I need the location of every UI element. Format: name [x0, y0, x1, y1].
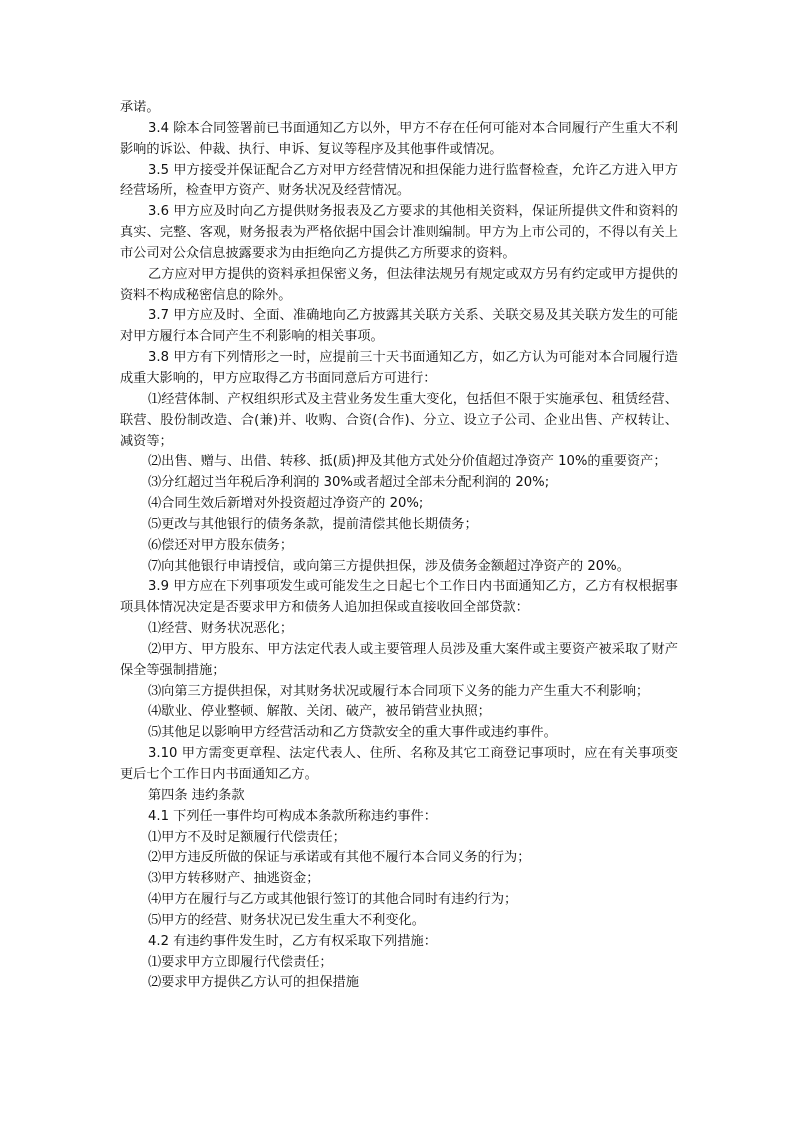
clause-3-8-item-3: ⑶分红超过当年税后净利润的 30%或者超过全部未分配利润的 20%;: [148, 475, 550, 491]
clause-3-6: 3.6 甲方应及时向乙方提供财务报表及乙方要求的其他相关资料，保证所提供文件和资料的真实、完整、客观，财务报表为严格依据中国会计准则编制。甲方为上市公司的，不得以有关上市公司对公众信息披露要求为由拒绝向乙方提供乙方所要求的资料。: [120, 204, 678, 261]
clause-3-9-item-3: ⑶向第三方提供担保，对其财务状况或履行本合同项下义务的能力产生重大不利影响；: [148, 683, 650, 699]
clause-3-5: 3.5 甲方接受并保证配合乙方对甲方经营情况和担保能力进行监督检查，允许乙方进入甲方经营场所，检查甲方资产、财务状况及经营情况。: [120, 162, 678, 199]
section-heading-article-4: 第四条 违约条款: [148, 787, 245, 803]
clause-4-1-item-1: ⑴甲方不及时足额履行代偿责任；: [148, 829, 346, 845]
clause-3-8-item-5: ⑸更改与其他银行的债务条款，提前清偿其他长期债务；: [148, 516, 478, 532]
clause-3-7: 3.7 甲方应及时、全面、准确地向乙方披露其关联方关系、关联交易及其关联方发生的可能对甲方履行本合同产生不利影响的相关事项。: [120, 308, 678, 345]
paragraph-continuation: 承诺。: [120, 100, 160, 115]
clause-3-9-item-2: ⑵甲方、甲方股东、甲方法定代表人或主要管理人员涉及重大案件或主要资产被采取了财产保全等强制措施；: [120, 641, 678, 678]
clause-4-1: 4.1 下列任一事件均可构成本条款所称违约事件：: [148, 808, 437, 824]
clause-3-10: 3.10 甲方需变更章程、法定代表人、住所、名称及其它工商登记事项时，应在有关事项变更后七个工作日内书面通知乙方。: [120, 746, 678, 782]
clause-3-8: 3.8 甲方有下列情形之一时，应提前三十天书面通知乙方，如乙方认为可能对本合同履行造成重大影响的，甲方应取得乙方书面同意后方可进行：: [120, 350, 678, 386]
clause-3-9-item-4: ⑷歇业、停业整顿、解散、关闭、破产，被吊销营业执照；: [148, 704, 491, 720]
clause-3-8-item-7: ⑺向其他银行申请授信，或向第三方提供担保，涉及债务金额超过净资产的 20%。: [148, 558, 630, 574]
clause-4-1-item-5: ⑸甲方的经营、财务状况已发生重大不利变化。: [148, 912, 425, 928]
clause-3-9: 3.9 甲方应在下列事项发生或可能发生之日起七个工作日内书面通知乙方，乙方有权根据事项具体情况决定是否要求甲方和债务人追加担保或直接收回全部贷款：: [120, 579, 678, 616]
clause-3-9-item-1: ⑴经营、财务状况恶化；: [148, 621, 294, 637]
clause-3-8-item-6: ⑹偿还对甲方股东债务；: [148, 537, 294, 553]
confidentiality-paragraph: 乙方应对甲方提供的资料承担保密义务，但法律法规另有规定或双方另有约定或甲方提供的资料不构成秘密信息的除外。: [120, 266, 678, 303]
clause-3-9-item-5: ⑸其他足以影响甲方经营活动和乙方贷款安全的重大事件或违约事件。: [148, 725, 557, 741]
clause-3-8-item-1: ⑴经营体制、产权组织形式及主营业务发生重大变化，包括但不限于实施承包、租赁经营、联营、股份制改造、合(兼)并、收购、合资(合作)、分立、设立子公司、企业出售、产权转让、减资等；: [120, 391, 678, 449]
clause-4-1-item-3: ⑶甲方转移财产、抽逃资金；: [148, 871, 320, 887]
clause-3-8-item-2: ⑵出售、赠与、出借、转移、抵(质)押及其他方式处分价值超过净资产 10%的重要资产；: [148, 454, 667, 470]
clause-4-2-item-1: ⑴要求甲方立即履行代偿责任；: [148, 954, 333, 970]
clause-3-4: 3.4 除本合同签署前已书面通知乙方以外，甲方不存在任何可能对本合同履行产生重大不利影响的诉讼、仲裁、执行、申诉、复议等程序及其他事件或情况。: [120, 120, 678, 157]
clause-4-1-item-4: ⑷甲方在履行与乙方或其他银行签订的其他合同时有违约行为；: [148, 892, 518, 908]
clause-4-1-item-2: ⑵甲方违反所做的保证与承诺或有其他不履行本合同义务的行为；: [148, 850, 531, 866]
clause-3-8-item-4: ⑷合同生效后新增对外投资超过净资产的 20%;: [148, 496, 424, 512]
clause-4-2: 4.2 有违约事件发生时，乙方有权采取下列措施：: [148, 933, 437, 949]
clause-4-2-item-2: ⑵要求甲方提供乙方认可的担保措施: [148, 975, 359, 991]
